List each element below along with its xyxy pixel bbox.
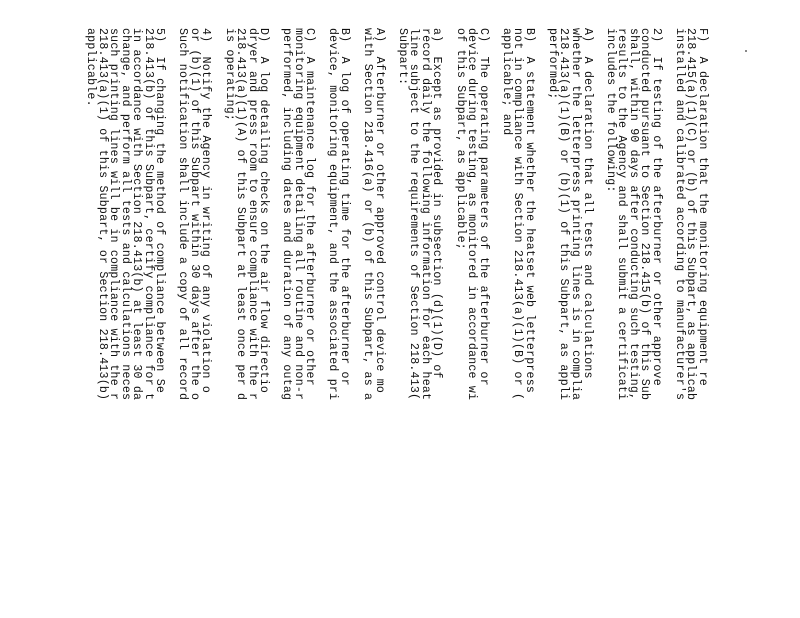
document-line: 218.413(b) of this Subpart, certify compliance for t [141,28,155,401]
paragraph-gap [165,28,177,618]
document-line: F) A declaration that the monitoring equipment re [696,28,709,386]
document-line: is operating; [222,28,236,122]
document-line: device, monitoring equipment, and the associated pri [326,28,340,401]
document-line: dryer and press room to ensure compliance with the r [245,28,259,401]
document-line: a) Except as provided in subsection (d)(1)(D) of [430,28,444,379]
document-line: or (b)(1) of this Subpart within 30 days after the o [187,28,201,401]
document-line: not in compliance with Section 218.413(a)(1)(B) or ( [511,28,525,401]
document-line: conducted pursuant to Section 218.415(b) of this Sub [638,28,652,401]
document-line: device during testing, as monitored in accordance wi [465,28,479,401]
document-line: results to the Agency and shall submit a certificati [615,28,629,401]
document-line: B) A log of operating time for the afterburner or [338,28,352,386]
document-line: A) A declaration that all tests and calculations [580,28,594,379]
document-line: with Section 218.416(a) or (b) of this Subpart, as a [361,28,375,401]
document-line: change, and perform all tests and calculations neces [118,28,132,401]
document-line: 218.413(a)(1) of this Subpart, or Section 218.413(b) [95,28,109,401]
document-line: B) A statement whether the heatset web letterpress [522,28,536,394]
document-line: record daily the following information for each heat [418,28,432,401]
document-line: applicable; and [499,28,513,136]
paragraph-gap [442,28,454,618]
paragraph-gap [269,28,281,618]
document-line: 2) If testing of the afterburner or other approve [649,28,663,386]
document-line: 218.415(a)(1)(C) or (b) of this Subpart, as applicab [684,28,698,401]
document-line: A) Afterburner or other approved control device mo [372,28,386,394]
document-line: 218.413(a)(1)(B) or (b)(1) of this Subpart, as appli [557,28,571,401]
paragraph-gap [211,28,223,618]
document-line: includes the following: [603,28,617,193]
document-line: C) A maintenance log for the afterburner or other [303,28,317,386]
document-line: performed; [545,28,559,100]
document-line: line subject to the requirements of Section 218.413( [407,28,421,401]
paragraph-gap [489,28,501,618]
document-line: 218.413(a)(1)(A) of this Subpart at least once per d [234,28,248,401]
document-line: shall, within 90 days after conducting such testing, [626,28,640,401]
document-line: applicable. [84,28,98,107]
document-line: installed and calibrated according to manufacturer's [672,28,686,401]
paragraph-gap [593,28,605,618]
paragraph-gap [662,28,674,618]
document-line: such printing lines will be in compliance with the r [107,28,121,401]
rotated-text-block [84,28,709,618]
document-line: monitoring equipment detailing all routine and non-r [291,28,305,401]
document-line: whether the letterpress printing lines is in complia [568,28,582,401]
paragraph-gap [535,28,547,618]
document-line: C) The operating parameters of the afterburner or [476,28,490,386]
document-line: 4) Notify the Agency in writing of any violation o [199,28,213,394]
scan-speck [745,50,747,52]
paragraph-gap [350,28,362,618]
paragraph-gap [315,28,327,618]
document-line: in accordance with Section 218.413(b) at least 30 da [130,28,144,401]
paragraph-gap [385,28,397,618]
document-line: 5) If changing the method of compliance between Se [153,28,167,394]
document-line: performed, including dates and duration of any outag [280,28,294,401]
document-line: D) A log detailing checks on the air flow directio [257,28,271,394]
document-line: Subpart: [395,28,409,86]
document-line: of this Subpart, as applicable; [453,28,467,250]
document-line: Such notification shall include a copy of all record [176,28,190,401]
